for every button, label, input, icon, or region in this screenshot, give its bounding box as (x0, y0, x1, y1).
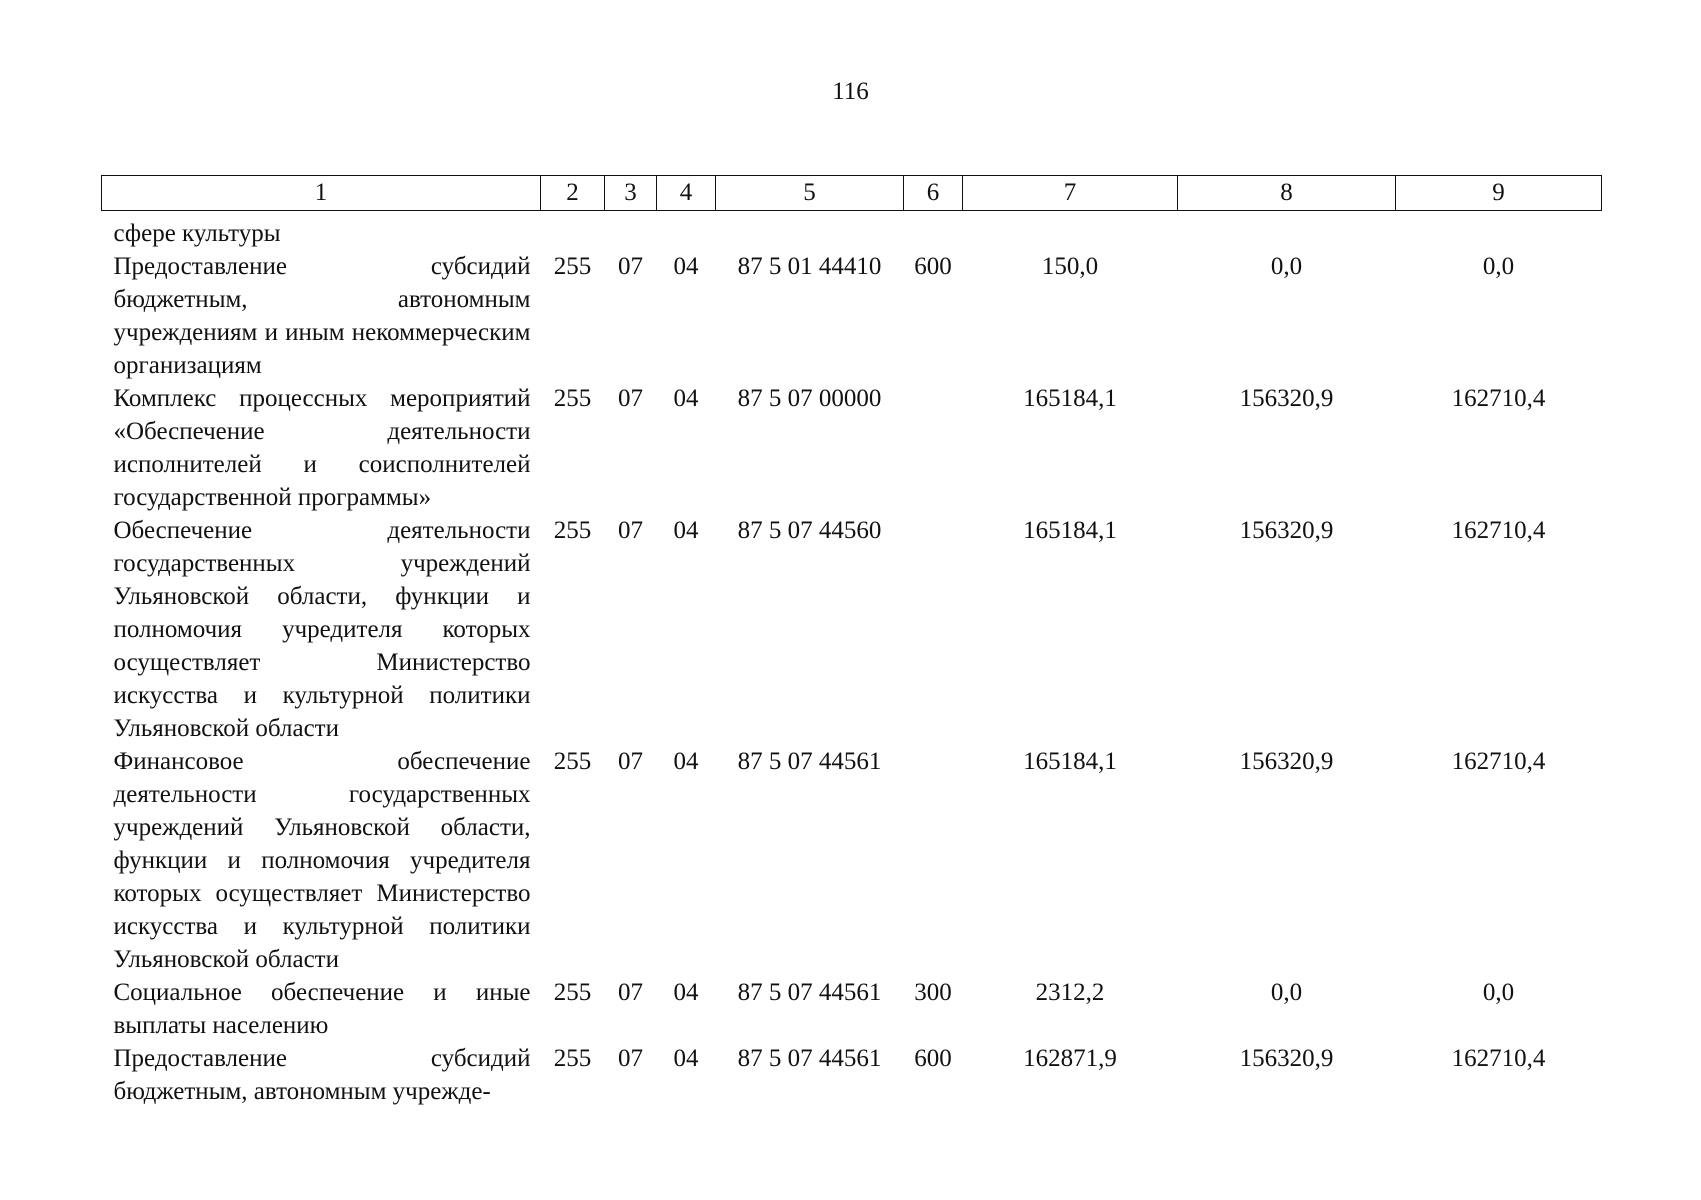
header-col-1: 1 (102, 176, 541, 211)
row-vr: 600 (914, 1045, 952, 1072)
header-col-3: 3 (605, 176, 657, 211)
row-vr (904, 382, 963, 514)
header-col-6: 6 (904, 176, 963, 211)
header-col-4: 4 (657, 176, 716, 211)
row-rz: 07 (618, 385, 643, 412)
row-vr (904, 514, 963, 745)
header-col-2: 2 (541, 176, 605, 211)
budget-table-container (101, 175, 1601, 1108)
row-value-8 (1178, 211, 1396, 251)
table-row (102, 382, 1602, 514)
row-pr: 04 (673, 517, 699, 544)
table-row (102, 745, 1602, 976)
row-value-9: 162710,4 (1451, 1045, 1546, 1072)
row-value-9: 162710,4 (1451, 517, 1546, 544)
row-csr: 87 5 07 44561 (737, 1045, 882, 1072)
row-rz: 07 (618, 748, 643, 775)
row-value-8: 156320,9 (1239, 748, 1334, 775)
page-number: 116 (832, 78, 869, 105)
row-name: Обеспечение деятельности государственных учреждений Ульяновской области, функции и полномочия учредителя которых осуществляет Министерство искусства и культурной политики Ульяновской области (113, 517, 531, 742)
row-value-7: 165184,1 (1023, 748, 1117, 775)
row-pr: 04 (673, 979, 699, 1006)
row-csr (716, 211, 904, 251)
row-pr: 04 (673, 385, 699, 412)
row-csr: 87 5 07 44560 (737, 517, 882, 544)
row-csr: 87 5 07 44561 (737, 748, 882, 775)
row-gr: 255 (553, 385, 592, 412)
row-value-9: 0,0 (1482, 253, 1515, 280)
row-gr: 255 (553, 253, 592, 280)
row-rz: 07 (618, 979, 643, 1006)
table-row (102, 976, 1602, 1042)
row-gr: 255 (553, 517, 592, 544)
row-gr (541, 211, 605, 251)
row-gr: 255 (553, 1045, 592, 1072)
table-row (102, 1042, 1602, 1108)
row-value-7: 150,0 (1041, 253, 1099, 280)
row-value-8: 156320,9 (1239, 517, 1334, 544)
row-csr: 87 5 07 00000 (737, 385, 882, 412)
row-value-7: 165184,1 (1023, 385, 1117, 412)
row-pr: 04 (673, 1045, 699, 1072)
row-value-9: 162710,4 (1451, 748, 1546, 775)
row-name: Предоставление субсидий бюджетным, автономным учреждениям и иным некоммерческим организациям (113, 253, 531, 379)
row-value-7 (963, 211, 1178, 251)
row-name: Комплекс процессных мероприятий «Обеспечение деятельности исполнителей и соисполнителей государственной программы» (113, 385, 531, 511)
row-value-8: 0,0 (1270, 253, 1303, 280)
row-rz: 07 (618, 517, 643, 544)
row-rz: 07 (618, 253, 643, 280)
table-row (102, 211, 1602, 251)
row-rz (605, 211, 657, 251)
row-csr: 87 5 01 44410 (737, 253, 882, 280)
row-value-9: 162710,4 (1451, 385, 1546, 412)
row-gr: 255 (553, 748, 592, 775)
row-value-7: 2312,2 (1035, 979, 1105, 1006)
row-csr: 87 5 07 44561 (737, 979, 882, 1006)
row-value-8: 0,0 (1270, 979, 1303, 1006)
row-name: Социальное обеспечение и иные выплаты населению (113, 979, 531, 1039)
row-value-8: 156320,9 (1239, 385, 1334, 412)
table-row (102, 514, 1602, 745)
row-vr (904, 211, 963, 251)
row-pr (657, 211, 716, 251)
row-gr: 255 (553, 979, 592, 1006)
row-name: Финансовое обеспечение деятельности государственных учреждений Ульяновской области, функции и полномочия учредителя которых осуществляет Министерство искусства и культурной политики Ульяновской области (113, 748, 531, 973)
row-value-7: 162871,9 (1023, 1045, 1117, 1072)
row-rz: 07 (618, 1045, 643, 1072)
header-col-9: 9 (1396, 176, 1602, 211)
row-value-9: 0,0 (1482, 979, 1515, 1006)
row-vr: 600 (914, 253, 952, 280)
header-col-8: 8 (1178, 176, 1396, 211)
row-value-8: 156320,9 (1239, 1045, 1334, 1072)
header-col-5: 5 (716, 176, 904, 211)
row-vr: 300 (914, 979, 952, 1006)
row-pr: 04 (673, 253, 699, 280)
row-value-7: 165184,1 (1023, 517, 1117, 544)
budget-table (101, 175, 1602, 1108)
table-row (102, 250, 1602, 382)
table-header-row (102, 176, 1602, 211)
row-vr (904, 745, 963, 976)
row-value-9 (1396, 211, 1602, 251)
row-name: сфере культуры (113, 220, 281, 247)
header-col-7: 7 (963, 176, 1178, 211)
row-name: Предоставление субсидий бюджетным, автономным учрежде- (113, 1045, 531, 1105)
row-pr: 04 (673, 748, 699, 775)
